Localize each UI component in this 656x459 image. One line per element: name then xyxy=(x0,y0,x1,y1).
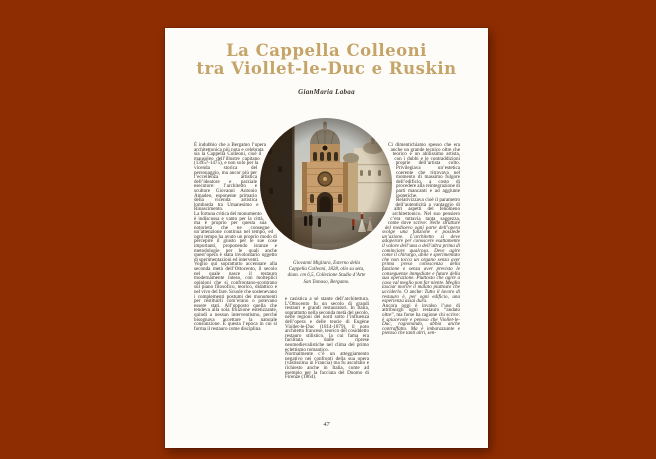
article-title-line2: tra Viollet-le-Duc e Ruskin xyxy=(196,59,457,78)
article-title xyxy=(165,42,488,78)
closing-intro: Ancora oggi è invalso l’uso di attribuirgli ogni restauro “andato oltre”, ma forse ha ragione chi scrive: xyxy=(382,302,460,318)
page-number: 47 xyxy=(323,422,330,428)
column-left xyxy=(194,143,277,331)
viollet-le-duc-quote-2: Tutto il lavoro di restauro è, per ogni edificio, una esperienza assai dura. xyxy=(382,289,460,305)
paragraph: Voglio qui soprattutto accennare alla seconda metà dell’Ottocento, il secolo nel quale nasce il restauro modernamente inteso, con molteplici opinioni che si confrontano-scontrano sul piano filosofico, teorico, didattico e nel vivo del fare. Scuole che sostenevano i complementi postumi dei monumenti per restituirli com’erano o potevano essere stati. All’opposto quella che tendeva alla sola fruizione estetizzante, quindi a nessun interventismo, perché bisognava accettare la naturale consunzione. È questa l’epoca in cui si forma il restauro come disciplina xyxy=(194,261,277,332)
closing-quote: è spiacevole e penoso che Viollet-le-Duc, ragionando, abbia anche contraffatto. Ma è imbarazzante e pietoso che tanti altri, sen- xyxy=(382,316,460,337)
column-right xyxy=(382,143,460,336)
author-name: GianMaria Labaa xyxy=(298,88,355,96)
quote-intro: Relativizzava cioè il parametro dell’autenticità a vantaggio di altri aspetti del fenomeno architettonico. Nel suo pensiero c’era tuttavia tanta saggezza, come dove scrive: xyxy=(387,197,460,227)
viollet-le-duc-quote-1: Nelle strutture del medioevo ogni parte dell’opera svolge una funzione e possiede un’azione. L’architetto si deve adoperare per conoscere esattamente il valore dell’una o dell’altra prima di cominciare qualcosa. Deve agire come il chirurgo, abile e sperimentato che non tocca un organo senza aver prima preso conoscenza della funzione e senza aver previsto le conseguenze immediate e future della sua operazione. Piuttosto che agire a caso val meglio non far niente. Meglio lasciar morire il malato piuttosto che ucciderlo. xyxy=(382,220,460,295)
paragraph: La fortuna critica del monumento è indiscussa e vanto per la città, ma è proprio per questa sua notorietà che ne consegue un’attenzione continua nel tempo, ed ogni tempo ha avuto un proprio modo di percepire il giusto per le sue cose importanti, proponendo istanze e metodologie per le quali anche quest’opera è stata involontario oggetto di sperimentazioni ed interventi. xyxy=(194,210,277,263)
paragraph: Normalmente c’è un atteggiamento negativo nei confronti della sua opera (vastissima in Francia) ma fu ascoltato e richiesto anche in Italia, come ad esempio per la facciata del Duomo di Firenze (1864). xyxy=(285,351,369,381)
cappella-colleoni-painting xyxy=(260,118,392,250)
paragraph: e casistica a sé stante dell’architettura. L’Ottocento fu un secolo di grandi restauri e grandi restauratori. In Italia, soprattutto nella seconda metà del secolo, nelle regioni del nord sotto l’influenza dell’opera e delle teorie di Eugène Viollet-le-Duc (1814-1879), il noto architetto francese, teorico del cosiddetto restauro stilistico, la cui fama era facilitata dalle riprese neomedievalistiche nel clima del primo eclettismo romantico. xyxy=(285,296,369,353)
column-middle xyxy=(285,297,369,380)
paragraph: Ci dimentichiamo spesso che era anche un grande tecnico oltre che teorico e un abilissimo artista, con i dubbi e le contraddizioni proprie dell’artista colto. Privilegiava un’estetica coerente che ritrovava nel momento di massimo fulgore dell’edificio, a costo di procedere alla reintegrazione di parti mancanti e ad aggiunte ipotetiche. xyxy=(388,142,460,199)
image-caption: Giovanni Migliara, Esterno della Cappella Colleoni, 1828, olio su seta, diam. cm 6,5, Collezione Studio d’Arte San Tomaso, Bergamo. xyxy=(287,261,366,285)
paragraph-with-quote xyxy=(382,198,460,304)
quote-connector: O anche: xyxy=(402,289,425,295)
article-title-line1: La Cappella Colleoni xyxy=(226,41,427,60)
paragraph-with-quote xyxy=(382,304,460,336)
magazine-page xyxy=(165,28,488,448)
paragraph: È indubbio che a Bergamo l’opera architettonica più nota e celebrata sia la Cappella Colleoni, cioè il mausoleo dell’illustre capitano (1395?-1475), e non solo per la vicenda storica del personaggio, ma ancor più per l’eccellenza artistica dell’ideatore e parziale esecutore: l’architetto e scultore Giovanni Antonio Amadeo, esponente primario della vicenda artistica lombarda tra Umanesimo e Rinascimento. xyxy=(194,142,267,213)
